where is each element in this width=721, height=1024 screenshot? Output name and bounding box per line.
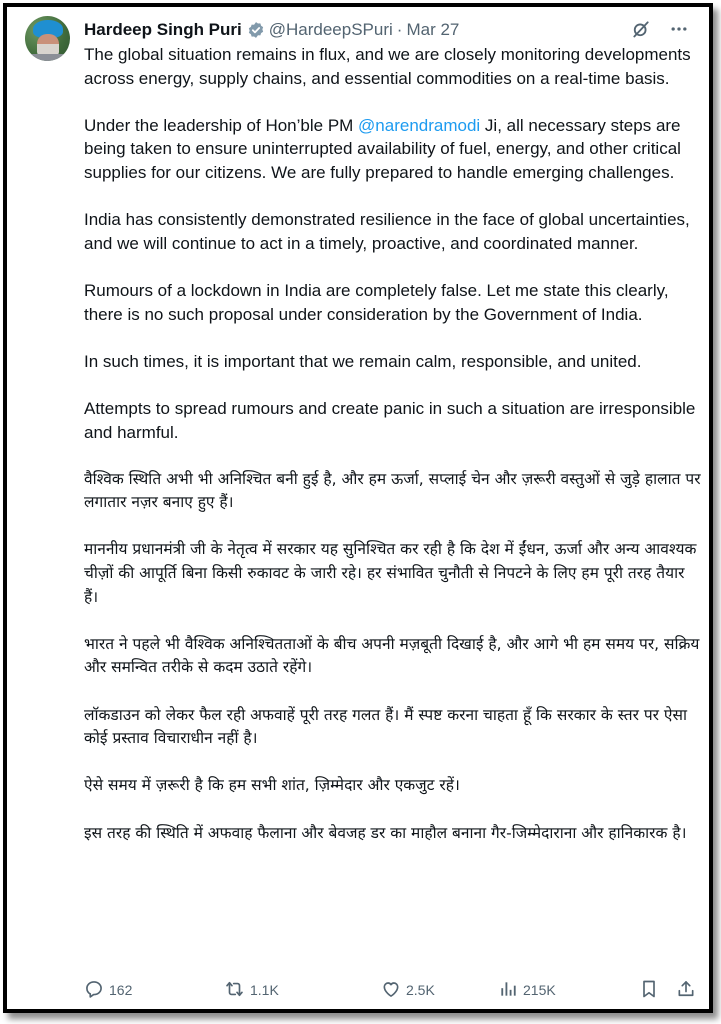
tweet	[7, 7, 709, 1009]
views-count: 215K	[523, 982, 556, 998]
repost-icon	[224, 979, 245, 1002]
analytics-icon	[498, 979, 518, 1002]
tweet-date[interactable]: Mar 27	[406, 20, 460, 39]
paragraph-en-1: The global situation remains in flux, and we are closely monitoring developments across energy, supply chains, and essential commodities on a real-time basis.	[84, 45, 691, 88]
share-button[interactable]	[676, 978, 696, 1002]
share-icon	[676, 978, 696, 1003]
paragraph-hi-2: माननीय प्रधानमंत्री जी के नेतृत्व में सरकार यह सुनिश्चित कर रही है कि देश में ईंधन, ऊर्जा और अन्य आवश्यक चीज़ों की आपूर्ति बिना किसी रुकावट के जारी रहे। हर संभावित चुनौती से निपटने के लिए हम पूरी तरह तैयार हैं।	[84, 540, 697, 606]
header-actions	[631, 19, 689, 39]
paragraph-en-2-start: Under the leadership of Hon’ble PM	[84, 115, 359, 135]
like-count: 2.5K	[406, 982, 435, 998]
avatar[interactable]	[25, 16, 70, 61]
avatar-shirt	[27, 54, 69, 61]
tweet-body	[84, 43, 702, 869]
views-button[interactable]	[498, 978, 556, 1002]
paragraph-en-4: Rumours of a lockdown in India are completely false. Let me state this clearly, there is no such proposal under consideration by the Government of India.	[84, 280, 669, 324]
paragraph-en-5: In such times, it is important that we remain calm, responsible, and united.	[84, 351, 642, 371]
verified-badge-icon	[247, 21, 265, 39]
mention-link[interactable]: @narendramodi	[358, 115, 481, 135]
tweet-header	[84, 19, 693, 41]
paragraph-hi-1: वैश्विक स्थिति अभी भी अनिश्चित बनी हुई है, और हम ऊर्जा, सप्लाई चेन और ज़रूरी वस्तुओं से जुड़े हालात पर लगातार नज़र बनाए हुए हैं।	[84, 469, 701, 512]
bookmark-button[interactable]	[639, 978, 659, 1002]
paragraph-hi-4: लॉकडाउन को लेकर फैल रही अफवाहें पूरी तरह गलत हैं। मैं स्पष्ट करना चाहता हूँ कि सरकार के स्तर पर ऐसा कोई प्रस्ताव विचाराधीन नहीं है।	[84, 705, 687, 748]
reply-button[interactable]	[84, 978, 132, 1002]
reply-count: 162	[109, 982, 133, 998]
reply-icon	[84, 979, 104, 1002]
more-options-icon[interactable]	[669, 19, 689, 39]
paragraph-en-3: India has consistently demonstrated resilience in the face of global uncertainties, and we will continue to act in a timely, proactive, and coordinated manner.	[84, 210, 690, 253]
repost-count: 1.1K	[250, 982, 279, 998]
paragraph-hi-3: भारत ने पहले भी वैश्विक अनिश्चितताओं के बीच अपनी मज़बूती दिखाई है, और आगे भी हम समय पर, सक्रिय और समन्वित तरीके से कदम उठाते रहेंगे।	[84, 634, 700, 677]
paragraph-hi-6: इस तरह की स्थिति में अफवाह फैलाना और बेवजह डर का माहौल बनाना गैर-जिम्मेदाराना और हानिकारक है।	[84, 823, 687, 842]
bookmark-icon	[639, 978, 659, 1003]
paragraph-hi-5: ऐसे समय में ज़रूरी है कि हम सभी शांत, ज़िम्मेदार और एकजुट रहें।	[84, 776, 460, 795]
author-name[interactable]: Hardeep Singh Puri	[84, 20, 242, 39]
author-handle[interactable]: @HardeepSPuri	[268, 20, 393, 39]
separator-dot: ·	[396, 20, 403, 39]
heart-icon	[381, 979, 401, 1002]
action-bar	[84, 978, 694, 1002]
screenshot-frame	[3, 3, 713, 1013]
paragraph-en-2-end: Ji, all necessary steps are being taken to ensure uninterrupted availability of fuel, energy, and other critical supplies for our citizens. We are fully prepared to handle emerging challenges.	[84, 115, 681, 182]
repost-button[interactable]	[224, 978, 279, 1002]
paragraph-en-6: Attempts to spread rumours and create panic in such a situation are irresponsible and harmful.	[84, 398, 696, 442]
like-button[interactable]	[381, 978, 435, 1002]
grok-icon[interactable]	[631, 19, 651, 39]
paragraph-en-2	[84, 114, 702, 185]
